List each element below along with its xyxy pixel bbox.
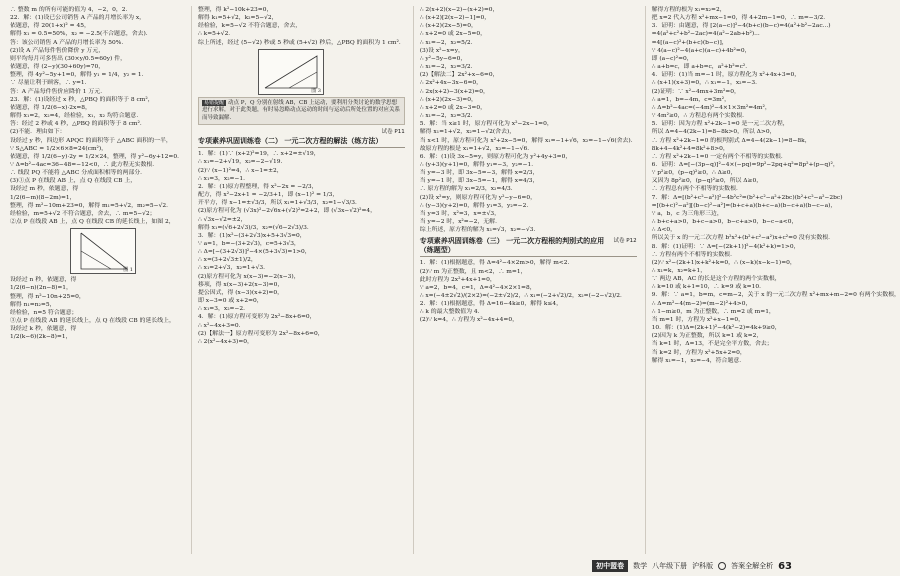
section-title: 专项素养巩固训练卷（二） 一元二次方程的解法（练方法） (198, 137, 383, 146)
text-line: ③点 P 在线段 AB 的延长线上，点 Q 在线段 CB 的延长线上， (10, 318, 175, 324)
text-line: 又因为 8p²≥0，(p−q)²≥0，所以 Δ≥0， (651, 178, 763, 185)
text-line: ∴ x₁=−2，x₂=3/2． (419, 64, 477, 71)
text-line: 9．解：∵ a=1，b=m，c=m−2，关于 x 的一元二次方程 x²+mx+m−2=0 有两个实数根， (651, 292, 900, 299)
text-line: ∴ 2x²+4x−3x−6=0， (419, 80, 483, 87)
text-line: ∴ x₁=−2，x₂=5/2． (419, 39, 477, 46)
column-3 (413, 6, 637, 554)
text-line: 1/2(k−6)(2k−8)=1， (10, 334, 72, 341)
text-line: ∴ k=10 或 k+1=10，∴ k=9 或 k=10． (651, 284, 765, 291)
text-line: ∴ Δ=m²−4(m−2)=(m−2)²+4>0， (651, 300, 752, 307)
text-line: 整理，得 m²−10m+23=0，解得 m₁=5+√2，m₂=5−√2． (10, 202, 172, 209)
text-line: ∵ p²≥0，(p−q)²≥0，∴ Δ≥0， (651, 170, 737, 177)
text-line: 开平方，得 x−1=±√3/3，所以 x₁=1+√3/3，x₂=1−√3/3． (198, 200, 361, 207)
text-line: (2)【解法二】2x²+x−6=0， (419, 72, 499, 79)
text-line: 10．解：(1)Δ=(2k+1)²−4(k²−2)=4k+9≥0， (651, 325, 781, 332)
text-line: 解得 x₁=2，x₂=4，经检验，x₁，x₂ 均符合题意． (10, 113, 143, 120)
text-line: ∴ 线段 PQ 不能将 △ABC 分成面积相等的两部分． (10, 170, 147, 177)
text-line: 经检验，m=5+√2 不符合题意，舍去，∴ m=5−√2； (10, 210, 156, 217)
text-line: ∴ 原方程的解为 x₁=2/3，x₂=4/3． (419, 186, 517, 193)
text-line: ∴ (x+2)(2x−3)=0， (419, 96, 477, 103)
text-line: ∴ 方程总有两个不相等的实数根． (651, 186, 742, 193)
text-line: 经检验，k=5−√2 不符合题意，舍去， (198, 23, 302, 30)
column-2 (191, 6, 405, 554)
text-line: ∴ (y−3)(y+2)=0，解得 y₁=3，y₂=−2． (419, 202, 533, 209)
text-line: ∴ k 的最大整数值为 4． (419, 309, 484, 316)
text-line: (2)原方程可化为 (√3x)²−2√6x+(√2)²=2+2，即 (√3x−√2)²=4， (198, 208, 377, 215)
text-line: ∵ 4m²≥0，∴ 方程总有两个实数根． (651, 113, 749, 120)
text-line: ∵ a，b，c 为三角形三边， (651, 210, 723, 217)
error-reminder-note (198, 97, 405, 126)
figure-caption: 图 3 (311, 87, 321, 94)
edition-label: 沪科版 (692, 562, 714, 570)
text-line: ∴ x₁=3，x₂=−1． (198, 175, 250, 182)
text-line: (2)设 A 产品每件售价降价 y 万元， (10, 47, 105, 54)
text-line: ∴ Δ=[−(3+2√3)]²−4×(5+3√3)=1>0， (198, 249, 311, 256)
text-line: ∵ a=1，b=−(3+2√3)，c=5+3√3， (198, 241, 300, 247)
text-line: 设经过 k 秒，依题意，得 (10, 326, 77, 333)
figure-caption: 图 1 (123, 267, 133, 274)
text-line: ∴ b+c+a>0，b+c−a>0，b−c+a>0，b−c−a<0， (651, 219, 798, 226)
text-line: ∴ 2x(x+2)−3(x+2)=0， (419, 88, 489, 95)
text-line: 7．解：Δ=[(b²+c²−a²)]²−4b²c²=(b²+c²−a²+2bc)(b²+c²−a²−2bc) (651, 194, 843, 201)
text-line: ∴ 1−m≥0，m 为正整数，∴ m=2 或 m=1， (651, 308, 775, 315)
text-line: 解得 x₁ = 0.5=50%，x₂ = −2.5(不合题意，舍去)． (10, 31, 152, 38)
text-line: (3)设 x²−x=y， (419, 47, 464, 54)
text-line: (2)证明：∵ x²−4mx+3m²=0， (651, 88, 740, 95)
text-line: ∵ a=2，b=4，c=1，Δ=4²−4×2×1=8， (419, 284, 536, 291)
text-line: 3．解：(1)x²−(3+2√3)x+5+3√3=0， (198, 232, 306, 239)
text-line: 6．解：(1)设 3x−5=y，则原方程可化为 y²+4y+3=0， (419, 153, 572, 160)
text-line: 所以关于 x 的一元二次方程 b²x²+(b²+c²−a²)x+c²=0 没有实数根． (651, 235, 835, 242)
text-line: 当 y=−1 时，即 3x−5=−1，解得 x=4/3， (419, 178, 539, 185)
text-line: ∴ 2(x²−4x+3)=0， (198, 338, 253, 345)
columns (10, 6, 900, 554)
text-line: 4．证明：(1)当 m=−1 时，原方程化为 x²+4x+3=0， (651, 72, 801, 79)
section-title: 专项素养巩固训练卷（三） 一元二次方程根的判别式的应用（练题型） (419, 237, 605, 255)
text-line: (2)因为 k 为正整数，所以 k=1 或 k=2， (651, 333, 763, 340)
text-line: 1．解：(1)∵ (x+2)²=19，∴ x+2=±√19， (198, 151, 320, 158)
text-line: ∴ x₁=−2+√19，x₂=−2−√19． (198, 159, 287, 166)
text-line: (2)∵ k=4，∴ 方程为 x²−4x+4=0， (419, 317, 518, 324)
bullet-icon (718, 562, 726, 570)
text-line: 依题意，得 (2−y)(30+60y)=70， (10, 64, 105, 71)
text-line: 答：A 产品每件售价应降价 1 万元． (10, 88, 107, 95)
text-line: 设经过 n 秒，依题意，得 (10, 277, 77, 284)
text-line: 移项，得 x(x−3)+2(x−3)=0， (198, 281, 284, 288)
text-line: 解得 x₁=1+√2，x₂=1−√2(舍去)， (419, 129, 516, 136)
text-line: 配方，得 x²−2x+1 = −2/3+1，即 (x−1)² = 1/3， (198, 192, 339, 199)
text-line: 设经过 y 秒，四边形 APQC 的面积等于 △ABC 面积的一半， (10, 137, 172, 144)
figure-1 (70, 228, 136, 274)
text-line: 综上所述，原方程的解为 x₁=√3，x₂=−√3． (419, 227, 540, 234)
text-line: 经检验，n=5 符合题意； (10, 309, 78, 316)
text-line: 当 x<1 时，原方程可化为 x²+2x−5=0，解得 x₁=−1+√6，x₂=−1−√6(舍去)． (419, 137, 637, 144)
text-line: 1．解：(1)根据题意，得 Δ=4²−4×2m>0，解得 m<2． (419, 260, 574, 267)
figure-3 (258, 49, 324, 95)
text-line: ∵ 两边 AB，AC 的长是这个方程的两个实数根， (651, 276, 781, 283)
text-line: 综上所述，经过 (5−√2) 秒或 5 秒或 (5+√2) 秒后，△PBQ 的面积为 1 cm²． (198, 39, 405, 46)
text-line: =4[(a−c)²+(b+c)(b−c)]， (651, 39, 728, 46)
section-heading (198, 128, 405, 148)
text-line: ∴ (y+3)(y+1)=0，解得 y₁=−3，y₂=−1． (419, 161, 538, 168)
brand-label: 初中盟卷 (592, 560, 628, 572)
text-line: (2)∵ x²−(2k+1)x+k²+k=0，∴ (x−k)(x−k−1)=0， (651, 259, 796, 266)
answer-label: 答案全解全析 (731, 562, 774, 570)
text-line: ∴ a=1，b=−4m，c=3m²， (651, 96, 731, 103)
text-line: 解得 x₁=−1，x₂=−4，符合题意． (651, 357, 746, 364)
page-number: 63 (778, 560, 792, 572)
text-line: ∴ x₁=3，x₂=−2． (198, 306, 250, 313)
text-line: 5．解：当 x≥1 时，原方程可化为 x²−2x−1=0， (419, 121, 553, 128)
text-line: 当 m=1 时，方程为 x²+x−1=0， (651, 316, 745, 323)
text-line: 当 y=3 时，x²=3，x=±√3， (419, 210, 501, 217)
column-1 (10, 6, 183, 554)
text-line: 则平均每月可多售出 (30×y/0.5=60y) 件， (10, 55, 127, 62)
text-line: (2)【解法一】原方程可变形为 2x²−8x+6=0， (198, 330, 324, 337)
text-line: 2．解：(1)原方程整理，得 x²−2x = −2/3， (198, 183, 318, 190)
text-line: 解得 n₁=n₂=5， (10, 301, 56, 308)
text-line: 整理，得 n²−10n+25=0， (10, 293, 85, 300)
subject-label: 数学 (633, 562, 648, 570)
text-line: 依题意，得 20(1+x)² = 45， (10, 23, 90, 30)
text-line: ∴ x₁=−2，x₂=3/2． (419, 113, 477, 120)
text-line: 整理，得 4y²−5y+1=0，解得 y₁ = 1/4，y₂ = 1． (10, 72, 148, 79)
text-line: ∴ x+2=0 或 2x−5=0， (419, 31, 487, 38)
text-line: 设经过 m 秒，依题意，得 (10, 186, 79, 193)
text-line: 当 k=2 时，方程为 x²+5x+2=0， (651, 349, 746, 356)
text-line: (2)∵ (x−1)²=4，∴ x−1=±2， (198, 167, 283, 174)
text-line: =[(b+c)²−a²][(b−c)²−a²]=(b+c+a)(b+c−a)(b−c+a)(b−c−a)， (651, 202, 837, 209)
text-line: 依题意，得 1/2(6−y)·2y = 1/2×24，整理，得 y²−6y+12=0． (10, 153, 183, 160)
text-line: 答：经过 2 秒或 4 秒，△PBQ 的面积等于 8 cm²． (10, 121, 146, 128)
text-line: 4．解：(1)原方程可变形为 2x²−8x+6=0， (198, 314, 316, 321)
text-line: 1/2(6−m)(8−2m)=1， (10, 194, 76, 201)
text-line: 即 x−3=0 或 x+2=0， (198, 298, 263, 305)
text-line: 提公因式，得 (x−3)(x+2)=0， (198, 289, 283, 296)
section-page-ref: 试卷 P12 (613, 238, 637, 245)
text-line: 所以 Δ=4−4(2k−1)=8−8k>0，所以 Δ>0， (651, 129, 776, 136)
text-line: ∴ x=(3+2√3±1)/2， (198, 257, 257, 264)
text-line: ∴ x₁=2+√3，x₂=1+√3． (198, 265, 270, 272)
text-line: 当 y=−2 时，x²=−2，无解． (419, 219, 501, 226)
text-line: ∴ 方程 x²+2k−1=0 一定有两个不相等的实数根． (651, 153, 787, 160)
text-line: ∴ (x+2)(2x−5)=0， (419, 23, 477, 30)
text-line: 当 k=1 时，Δ=13，不是完全平方数，舍去； (651, 341, 773, 348)
text-line: (2)原方程可化为 x(x−3)=−2(x−3)， (198, 273, 300, 280)
text-line: ∴ 方程有两个不相等的实数根． (651, 251, 736, 258)
text-line: 8k+4−4k²+4=8k²+8>0， (651, 145, 729, 152)
text-line: 整理，得 k²−10k+23=0， (198, 7, 273, 13)
text-line: ∴ y²−5y−6=0， (419, 55, 467, 62)
section-heading (420, 237, 637, 257)
grade-label: 八年级下册 (652, 562, 688, 570)
text-line: ∴ √3x−√2=±2， (198, 216, 247, 223)
text-line: 5．证明：因为方程 x²+2k−1=0 是一元二次方程， (651, 121, 789, 128)
note-text: 动点 P，Q 分别在射线 AB，CB 上运动，要利用分类讨论的数学思想进行求解，对于此类题，有时易忽略动点运动的时间与运动后所处位置的对应关系而导致漏解． (202, 99, 401, 121)
text-line: 故原方程的根是 x₁=1+√2，x₂=−1−√6． (419, 145, 534, 152)
text-line: 答：该公司销售 A 产品的月增长率为 50%． (10, 39, 128, 46)
text-line: ∵ Δ=b²−4ac=36−48=−12<0，∴ 此方程无实数根． (10, 161, 159, 168)
text-line: 即 (a−c)²=0， (651, 55, 693, 62)
text-line: 把 x=2 代入方程 x²+mx−1=0，得 4+2m−1=0，∴ m=−3/2． (651, 15, 830, 22)
text-line: ∴ (x+1)(x+3)=0，∴ x₁=−1，x₂=−3． (651, 80, 762, 87)
text-line: ∴ x+2=0 或 2x−3=0， (419, 104, 487, 111)
text-line: (2)∵ m 为正整数，且 m<2，∴ m=1， (419, 268, 527, 275)
text-line: 23．解：(1)设经过 x 秒，△PBQ 的面积等于 8 cm²， (10, 96, 154, 103)
text-line: ∴ Δ<0， (651, 227, 677, 234)
text-line: 3．证明：由题意，得 [2(a−c)]²−4(b+c)(b−c)=4(a²+b²−2ac...) (651, 23, 831, 30)
text-line: ②点 P 在线段 AB 上，点 Q 在线段 CB 的延长线上，如图 2， (10, 219, 175, 226)
text-line: ∴ x²−4x+3=0． (198, 322, 245, 329)
text-line: 8．解：(1)证明：∵ Δ=[−(2k+1)]²−4(k²+k)=1>0， (651, 243, 800, 250)
column-4 (645, 6, 900, 554)
text-line: 解得 k₁=5+√2，k₂=5−√2， (198, 15, 278, 22)
text-line: 依题意，得 1/2(6−x)·2x=8， (10, 104, 91, 111)
text-line: ∴ (x+2)[2(x−2)−1]=0， (419, 15, 491, 22)
text-line: 6．证明：Δ=[−(3p−q)]²−4×(−pq)=9p²−2pq+q²=8p²+(p−q)²， (651, 161, 839, 168)
text-line: ∴ k=5+√2． (198, 31, 235, 38)
text-line: ∴ Δ=b²−4ac=(−4m)²−4×1×3m²=4m²， (651, 104, 771, 111)
text-line: ∵ 尽量让利于顾客，∴ y=1． (10, 80, 91, 87)
text-line: ∵ S△ABC = 1/2×6×8=24(cm²)， (10, 145, 108, 152)
text-line: ∴ 方程 x²+2k−1=0 的根判别式 Δ=4−4(2k−1)=8−8k， (651, 137, 811, 144)
text-line: 解得 x₁=(√6+2√3)/3，x₂=(√6−2√3)/3． (198, 224, 313, 231)
text-line: (2)不能．理由如下： (10, 129, 66, 136)
text-line: ∴ x₁=k，x₂=k+1， (651, 268, 707, 274)
text-line: (2)设 x²=y，则原方程可化为 y²−y−6=0， (419, 194, 536, 201)
text-line: (3)①点 P 在线段 AB 上，点 Q 在线段 CB 上， (10, 178, 137, 185)
note-tag: 易错提醒 (204, 99, 225, 106)
text-line: ∴ 2(x+2)(x−2)−(x+2)=0， (419, 7, 499, 13)
text-line: ∵ 4(a−c)²−4(a+c)(a−c)+4b²=0， (651, 47, 751, 54)
text-line: ∴ x=(−4±2√2)/(2×2)=(−2±√2)/2，∴ x₁=(−2+√2)/2，x₂=(−2−√2)/2． (419, 293, 626, 299)
text-line: 1/2(6−n)(2n−8)=1， (10, 285, 72, 292)
text-line: ∴ 整数 m 的所有可能的值为 4，−2，0，2． (10, 7, 132, 13)
text-line: 解得方程的根为 x₁=x₂=2， (651, 7, 726, 13)
text-line: 22．解：(1)设已公司销售 A 产品的月增长率为 x， (10, 15, 146, 22)
page-footer (592, 559, 792, 573)
text-line: =4(a²+c²+b²−2ac)=4(a²−2ab+b²)... (651, 31, 760, 38)
section-page-ref: 试卷 P11 (381, 129, 405, 136)
text-line: 此时方程为 2x²+4x+1=0， (419, 276, 496, 283)
text-line: ∴ a+b=c，即 a+b=c，a²+b²=c²． (651, 64, 752, 71)
text-line: 当 y=−3 时，即 3x−5=−3，解得 x=2/3， (419, 170, 539, 177)
text-line: 2．解：(1)根据题意，得 Δ=16−4k≥0，解得 k≤4， (419, 301, 563, 308)
